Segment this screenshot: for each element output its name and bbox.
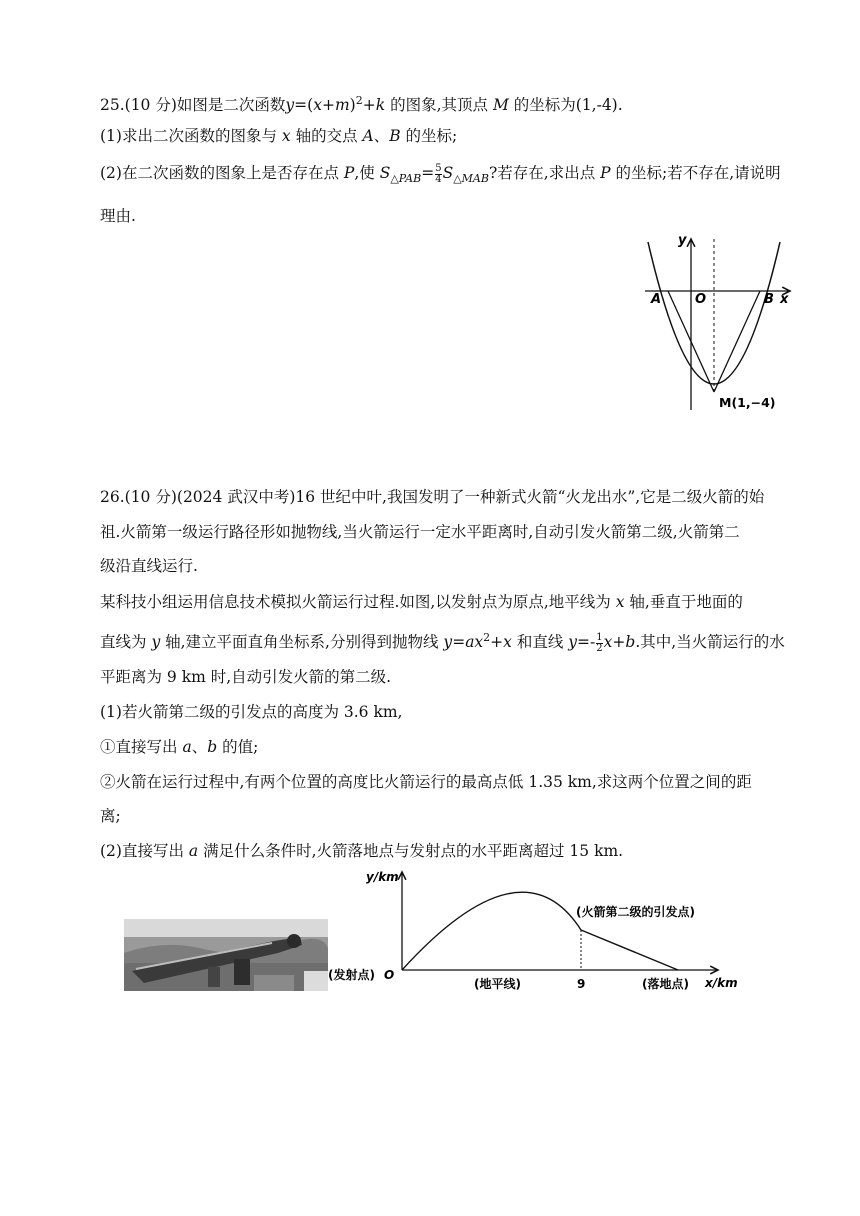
q25-text: 的坐标为(1,-4). — [508, 96, 623, 115]
q26-text: 的值; — [217, 738, 259, 756]
point-A: A — [651, 292, 662, 307]
eq-op: ) — [349, 96, 356, 115]
q25-header-line — [100, 91, 623, 115]
q25-text: (1)求出二次函数的图象与 — [100, 127, 282, 145]
q25-part2-cont: 理由. — [100, 207, 136, 225]
var-b: b — [207, 738, 218, 756]
q26-text: .其中,当火箭运行的水 — [635, 633, 785, 652]
var-x: x — [615, 593, 625, 611]
fraction-numerator: 1 — [596, 631, 603, 643]
eq-op: = — [452, 633, 466, 652]
eq-exponent: 2 — [355, 94, 363, 107]
q25-header: 25.(10 分)如图是二次函数 — [100, 96, 286, 115]
area-subscript: △PAB — [390, 172, 422, 186]
launch-point-label: (发射点) — [328, 968, 375, 982]
q26-line8 — [100, 737, 258, 757]
y-axis-label: y/km — [366, 870, 399, 884]
eq-var-y: y — [285, 96, 295, 115]
q26-text: 、 — [191, 738, 208, 756]
eq-exponent: 2 — [483, 631, 491, 644]
fraction — [596, 633, 602, 654]
segment-MB — [714, 291, 760, 392]
q26-line1: 26.(10 分)(2024 武汉中考)16 世纪中叶,我国发明了一种新式火箭“火龙出水”,它是二级火箭的始 — [100, 488, 765, 506]
q26-text: 轴,垂直于地面的 — [624, 593, 743, 611]
landing-point-label: (落地点) — [642, 977, 689, 991]
q26-line11 — [100, 841, 623, 861]
q26-line6: 平距离为 9 km 时,自动引发火箭的第二级. — [100, 668, 392, 686]
q26-text: ①直接写出 — [100, 738, 183, 756]
point-P-label: P — [343, 164, 355, 182]
fraction-numerator: 5 — [435, 162, 442, 174]
var-a: a — [188, 842, 199, 860]
eq-var-x: x — [313, 96, 322, 115]
q25-text: 的坐标; — [400, 127, 458, 145]
point-B: B — [764, 292, 774, 307]
q26-line3: 级沿直线运行. — [100, 557, 198, 575]
area-symbol: S — [442, 164, 454, 182]
eq-var: x — [603, 633, 613, 652]
eq-var-m: m — [334, 96, 350, 115]
q25-parabola-graph — [640, 234, 810, 414]
vertex-M-label: M(1,−4) — [719, 395, 776, 410]
q25-text: ,使 — [354, 164, 380, 182]
var-x: x — [281, 127, 291, 145]
fraction — [435, 164, 441, 185]
tick-9-label: 9 — [577, 977, 586, 991]
q26-line4 — [100, 592, 743, 612]
q25-text: (2)在二次函数的图象上是否存在点 — [100, 164, 344, 182]
point-A-label: A — [362, 127, 374, 145]
point-P-label: P — [600, 164, 611, 182]
fraction-denominator: 2 — [596, 642, 603, 654]
q25-text: 、 — [373, 127, 390, 145]
q25-part1 — [100, 126, 457, 146]
point-M-label: M — [492, 96, 509, 115]
eq-op: + — [490, 633, 504, 652]
q26-line2: 祖.火箭第一级运行路径形如抛物线,当火箭运行一定水平距离时,自动引发火箭第二级,火箭第二 — [100, 523, 740, 541]
area-symbol: S — [379, 164, 391, 182]
q26-text: (2)直接写出 — [100, 842, 189, 860]
q26-text: 轴,建立平面直角坐标系,分别得到抛物线 — [160, 633, 444, 652]
trigger-point-label: (火箭第二级的引发点) — [576, 905, 695, 919]
point-B-label: B — [389, 127, 401, 145]
eq-op: =( — [294, 96, 314, 115]
q25-text: ?若存在,求出点 — [488, 164, 601, 182]
q26-text: 某科技小组运用信息技术模拟火箭运行过程.如图,以发射点为原点,地平线为 — [100, 593, 616, 611]
eq-var: b — [625, 633, 636, 652]
q26-line5 — [100, 628, 785, 654]
eq-var: x — [503, 633, 512, 652]
q26-rocket-graph — [326, 866, 746, 996]
q26-text: 和直线 — [511, 633, 569, 652]
eq-var-k: k — [375, 96, 386, 115]
eq-op: = — [421, 164, 435, 182]
eq-var: y — [568, 633, 578, 652]
x-axis-label: x/km — [705, 976, 738, 990]
q26-text: 满足什么条件时,火箭落地点与发射点的水平距离超过 15 km. — [198, 842, 624, 860]
var-y: y — [151, 633, 161, 652]
y-axis-label: y — [678, 234, 687, 248]
q26-text: 直线为 — [100, 633, 152, 652]
var-a: a — [182, 738, 192, 756]
eq-op: =- — [577, 633, 596, 652]
eq-op: + — [321, 96, 335, 115]
fraction-denominator: 4 — [435, 173, 442, 185]
eq-var: ax — [465, 633, 484, 652]
linear-path — [581, 930, 678, 970]
q25-part2 — [100, 163, 781, 189]
parabola-path — [402, 892, 581, 970]
origin-label: O — [384, 968, 395, 982]
x-axis-label: x — [780, 292, 789, 307]
horizon-label: (地平线) — [474, 977, 521, 991]
eq-op: + — [612, 633, 626, 652]
area-subscript: △MAB — [453, 172, 489, 186]
eq-var: y — [443, 633, 453, 652]
q25-text: 的坐标;若不存在,请说明 — [610, 164, 781, 182]
eq-op: + — [362, 96, 376, 115]
q26-line10: 离; — [100, 807, 121, 825]
q26-line9: ②火箭在运行过程中,有两个位置的高度比火箭运行的最高点低 1.35 km,求这两个位置之间的距 — [100, 773, 752, 791]
q26-line7: (1)若火箭第二级的引发点的高度为 3.6 km, — [100, 703, 403, 721]
origin-O: O — [695, 292, 707, 307]
rocket-photo — [124, 919, 328, 991]
q25-text: 的图象,其顶点 — [385, 96, 493, 115]
q25-text: 轴的交点 — [290, 127, 363, 145]
